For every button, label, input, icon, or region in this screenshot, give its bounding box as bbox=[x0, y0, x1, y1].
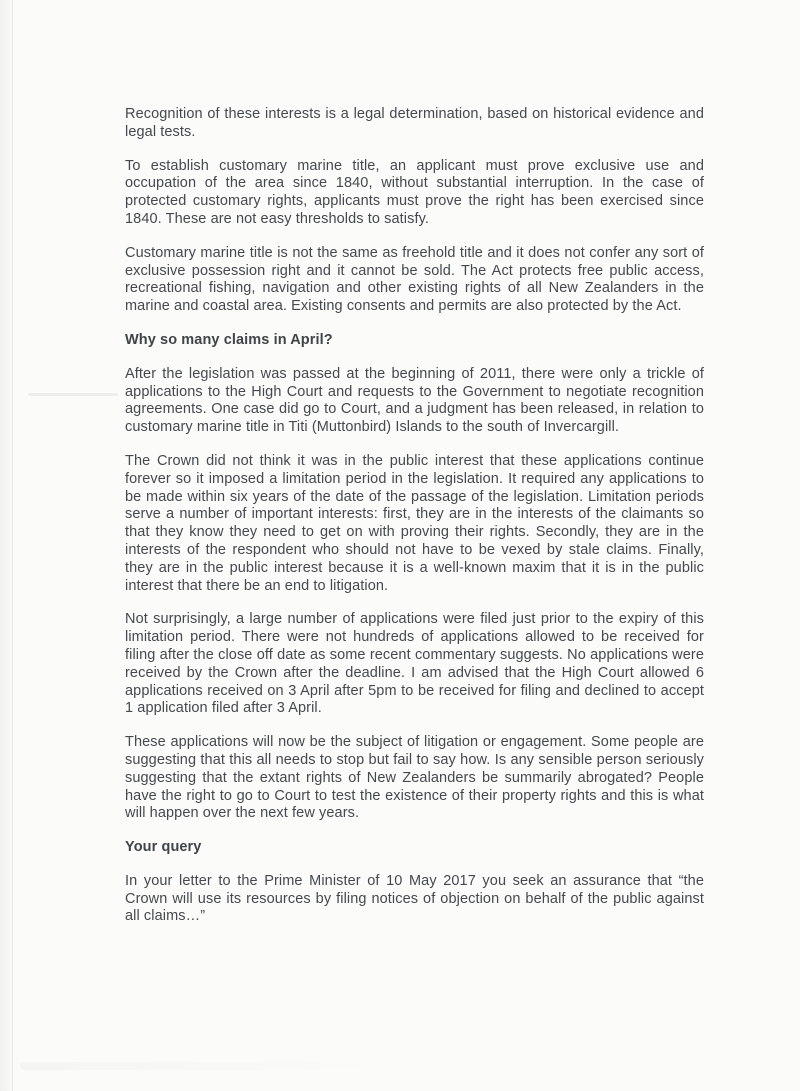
document-body bbox=[125, 106, 704, 942]
section-heading: Your query bbox=[125, 839, 202, 856]
body-paragraph: Not surprisingly, a large number of applications were filed just prior to the expiry of this limitation period. There were not hundreds of applications allowed to be received for filing after the close off date as some recent commentary suggests. No applications were received by the Crown after the deadline. I am advised that the High Court allowed 6 applications received on 3 April after 5pm to be received for filing and declined to accept 1 application filed after 3 April. bbox=[125, 611, 704, 717]
body-paragraph: The Crown did not think it was in the public interest that these applications continue forever so it imposed a limitation period in the legislation. It required any applications to be made within six years of the date of the passage of the legislation. Limitation periods serve a number of important interests: first, they are in the interests of the claimants so that they know they need to get on with proving their rights. Secondly, they are in the interests of the respondent who should not have to be vexed by stale claims. Finally, they are in the public interest because it is a well-known maxim that it is in the public interest that there be an end to litigation. bbox=[125, 452, 704, 594]
section-heading: Why so many claims in April? bbox=[125, 331, 333, 348]
body-paragraph: In your letter to the Prime Minister of 10 May 2017 you seek an assurance that “the Crown will use its resources by filing notices of objection on behalf of the public against all claims…” bbox=[125, 872, 704, 925]
body-paragraph: Recognition of these interests is a legal determination, based on historical evidence and legal tests. bbox=[125, 106, 704, 140]
paper-edge-shadow bbox=[0, 0, 13, 1091]
body-paragraph: After the legislation was passed at the beginning of 2011, there were only a trickle of applications to the High Court and requests to the Government to negotiate recognition agreements. One case did go to Court, and a judgment has been released, in relation to customary marine title in Titi (Muttonbird) Islands to the south of Invercargill. bbox=[125, 365, 704, 436]
scan-smudge bbox=[28, 393, 118, 396]
scan-noise-bottom bbox=[20, 1062, 360, 1070]
body-paragraph: Customary marine title is not the same as freehold title and it does not confer any sort of exclusive possession right and it cannot be sold. The Act protects free public access, recreational fishing, navigation and other existing rights of all New Zealanders in the marine and coastal area. Existing consents and permits are also protected by the Act. bbox=[125, 244, 704, 315]
body-paragraph: These applications will now be the subject of litigation or engagement. Some people are suggesting that this all needs to stop but fail to say how. Is any sensible person seriously suggesting that the extant rights of New Zealanders be summarily abrogated? People have the right to go to Court to test the existence of their property rights and this is what will happen over the next few years. bbox=[125, 734, 704, 822]
body-paragraph: To establish customary marine title, an applicant must prove exclusive use and occupation of the area since 1840, without substantial interruption. In the case of protected customary rights, applicants must prove the right has been exercised since 1840. These are not easy thresholds to satisfy. bbox=[125, 157, 704, 227]
